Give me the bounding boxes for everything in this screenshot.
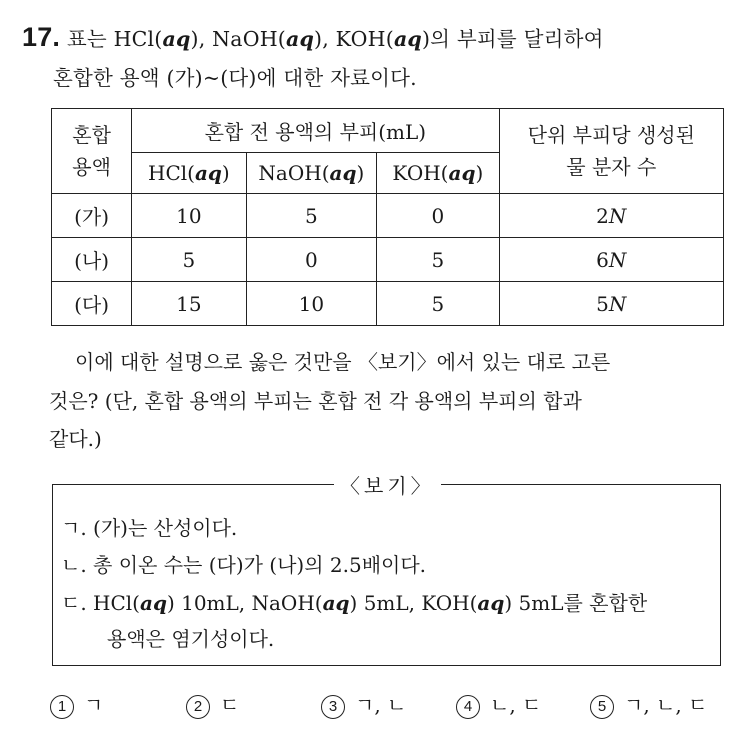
cell-koh: 5: [377, 238, 499, 282]
cell-hcl: 15: [132, 282, 246, 326]
cell-koh: 5: [377, 282, 499, 326]
cell-koh: 0: [377, 194, 499, 238]
header-naoh: NaOH(aq): [246, 153, 377, 194]
data-table: [51, 108, 724, 326]
choice-3[interactable]: [321, 689, 406, 719]
choice-text: ㄱ: [84, 693, 104, 717]
aq-label: aq: [162, 27, 191, 51]
choice-number: 1: [50, 695, 74, 719]
choice-4[interactable]: [456, 689, 541, 719]
choice-number: 3: [321, 695, 345, 719]
row-label: (다): [52, 282, 132, 326]
choice-number: 4: [456, 695, 480, 719]
choice-1[interactable]: [50, 689, 103, 719]
row-label: (나): [52, 238, 132, 282]
instruction-line3: 같다.): [49, 427, 102, 451]
aq-label: aq: [286, 27, 315, 51]
stem-text-a: 표는 HCl(: [66, 27, 163, 51]
choice-number: 5: [590, 695, 614, 719]
bogi-item-1: ㄱ. (가)는 산성이다.: [61, 516, 238, 540]
header-hcl: HCl(aq): [132, 153, 246, 194]
question-stem-line1: [22, 22, 604, 53]
instruction-line2: 것은? (단, 혼합 용액의 부피는 혼합 전 각 용액의 부피의 합과: [49, 389, 582, 413]
choice-text: ㄷ: [220, 693, 240, 717]
cell-water: 6N: [499, 238, 723, 282]
cell-naoh: 10: [246, 282, 377, 326]
stem-text-b: ), NaOH(: [190, 27, 287, 51]
bogi-item-3: ㄷ. HCl(aq) 10mL, NaOH(aq) 5mL, KOH(aq) 5mL를 혼합한: [61, 591, 648, 615]
question-number: 17.: [22, 22, 61, 52]
choice-text: ㄱ, ㄴ: [355, 693, 407, 717]
stem-text-d: )의 부피를 달리하여: [421, 27, 604, 51]
aq-label: aq: [393, 27, 422, 51]
table-row: [52, 238, 724, 282]
cell-water: 2N: [499, 194, 723, 238]
cell-naoh: 0: [246, 238, 377, 282]
bogi-item-2: ㄴ. 총 이온 수는 (다)가 (나)의 2.5배이다.: [61, 553, 427, 577]
row-label: (가): [52, 194, 132, 238]
cell-hcl: 5: [132, 238, 246, 282]
table-row: [52, 194, 724, 238]
bogi-title: 〈보기〉: [334, 470, 441, 499]
choice-5[interactable]: [590, 689, 707, 719]
choice-number: 2: [186, 695, 210, 719]
header-volume-group: 혼합 전 용액의 부피(mL): [132, 109, 499, 153]
instruction-line1: 이에 대한 설명으로 옳은 것만을 〈보기〉에서 있는 대로 고른: [75, 350, 611, 374]
header-water-molecules: 단위 부피당 생성된 물 분자 수: [499, 109, 723, 194]
header-mix-solution: 혼합 용액: [52, 109, 132, 194]
cell-hcl: 10: [132, 194, 246, 238]
choice-text: ㄱ, ㄴ, ㄷ: [624, 693, 708, 717]
stem-text-c: ), KOH(: [314, 27, 394, 51]
choice-text: ㄴ, ㄷ: [490, 693, 542, 717]
bogi-item-3-cont: 용액은 염기성이다.: [107, 627, 275, 651]
question-stem-line2: 혼합한 용액 (가)~(다)에 대한 자료이다.: [53, 66, 417, 90]
header-koh: KOH(aq): [377, 153, 499, 194]
cell-naoh: 5: [246, 194, 377, 238]
cell-water: 5N: [499, 282, 723, 326]
table-row: [52, 282, 724, 326]
choice-2[interactable]: [186, 689, 239, 719]
